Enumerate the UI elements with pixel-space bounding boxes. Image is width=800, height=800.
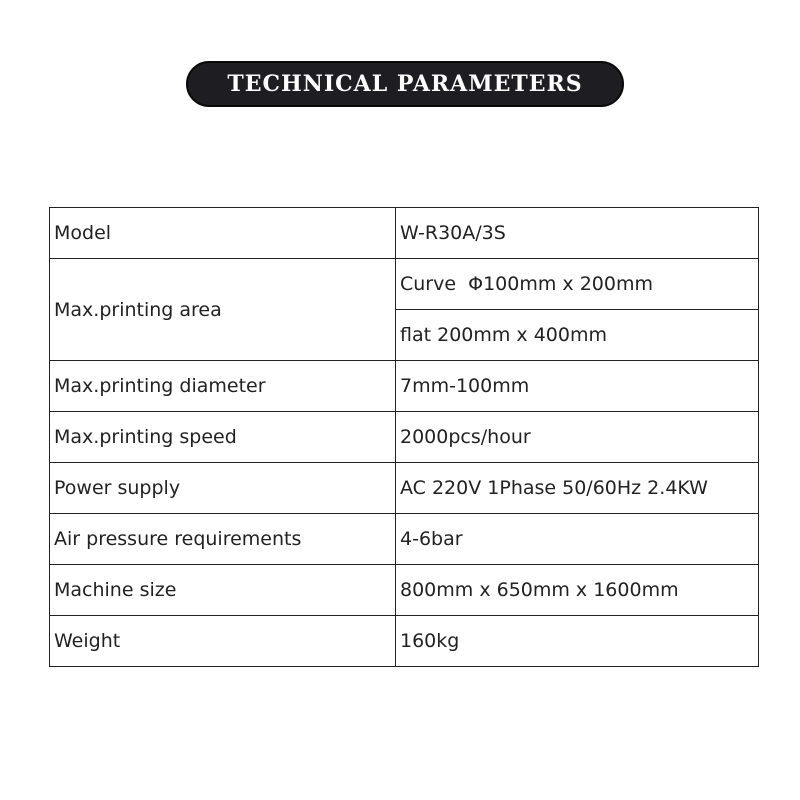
label-model: Model	[50, 208, 396, 259]
value-machine-size: 800mm x 650mm x 1600mm	[396, 565, 759, 616]
table-row-power-supply	[50, 463, 759, 514]
table-row-weight	[50, 616, 759, 667]
table-row-machine-size	[50, 565, 759, 616]
label-air-pressure: Air pressure requirements	[50, 514, 396, 565]
title-badge	[186, 61, 624, 107]
table-row-air-pressure	[50, 514, 759, 565]
value-air-pressure: 4-6bar	[396, 514, 759, 565]
label-machine-size: Machine size	[50, 565, 396, 616]
page-title: TECHNICAL PARAMETERS	[227, 71, 583, 97]
label-printing-area: Max.printing area	[50, 259, 396, 361]
value-printing-speed: 2000pcs/hour	[396, 412, 759, 463]
table-row-printing-area	[50, 259, 759, 310]
label-weight: Weight	[50, 616, 396, 667]
label-power-supply: Power supply	[50, 463, 396, 514]
table-row-model	[50, 208, 759, 259]
table-row-printing-speed	[50, 412, 759, 463]
value-printing-diameter: 7mm-100mm	[396, 361, 759, 412]
value-model: W-R30A/3S	[396, 208, 759, 259]
value-power-supply: AC 220V 1Phase 50/60Hz 2.4KW	[396, 463, 759, 514]
technical-parameters-table	[49, 207, 759, 667]
table-row-printing-diameter	[50, 361, 759, 412]
value-printing-area-flat: flat 200mm x 400mm	[396, 310, 759, 361]
value-weight: 160kg	[396, 616, 759, 667]
value-printing-area-curve: Curve Φ100mm x 200mm	[396, 259, 759, 310]
label-printing-speed: Max.printing speed	[50, 412, 396, 463]
label-printing-diameter: Max.printing diameter	[50, 361, 396, 412]
